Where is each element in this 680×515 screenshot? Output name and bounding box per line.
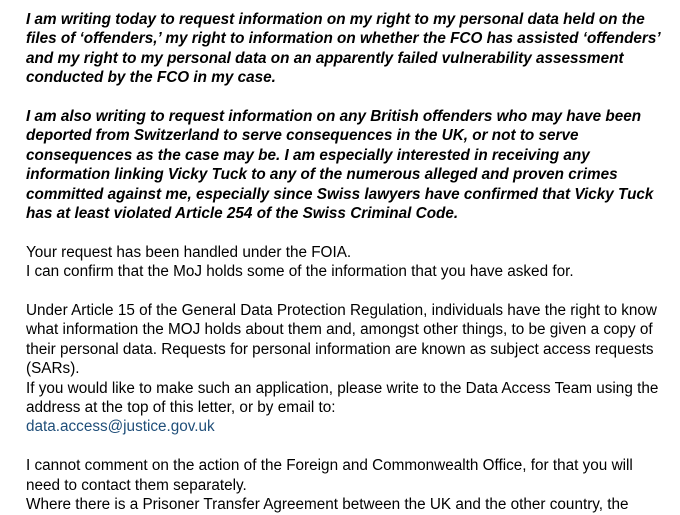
request-paragraph-1: I am writing today to request information on my right to my personal data held on the files of ‘offenders,’ my right to information on whether the FCO has assisted ‘offenders’ and my right to my personal data on an apparently failed vulnerability assessment conducted by the FCO in my case. <box>26 11 661 87</box>
spacer <box>26 223 666 242</box>
letter-page <box>26 10 666 515</box>
spacer <box>26 88 666 107</box>
email-link[interactable]: data.access@justice.gov.uk <box>26 418 215 436</box>
email-line <box>26 417 666 436</box>
handled-statement: Your request has been handled under the FOIA. <box>26 243 352 261</box>
quoted-request <box>26 10 666 223</box>
confirm-statement: I can confirm that the MoJ holds some of the information that you have asked for. <box>26 263 574 281</box>
application-paragraph: If you would like to make such an application, please write to the Data Access Team using the address at the top of this letter, or by email to: <box>26 379 659 417</box>
request-paragraph-2: I am also writing to request information on any British offenders who may have been deported from Switzerland to serve consequences in the UK, or not to serve consequences as the case may be. I am especially interested in receiving any information linking Vicky Tuck to any of the numerous alleged and proven crimes committed against me, especially since Swiss lawyers have confirmed that Vicky Tuck has at least violated Article 254 of the Swiss Criminal Code. <box>26 108 654 223</box>
spacer <box>26 437 666 456</box>
gdpr-paragraph: Under Article 15 of the General Data Protection Regulation, individuals have the right to know what information the MOJ holds about them and, amongst other things, to be given a copy of their personal data. Requests for personal information are known as subject access requests (SARs). <box>26 302 657 378</box>
spacer <box>26 282 666 301</box>
fco-paragraph: I cannot comment on the action of the Foreign and Commonwealth Office, for that you will need to contact them separately. <box>26 457 633 494</box>
cutoff-line: Where there is a Prisoner Transfer Agreement between the UK and the other country, the <box>26 496 629 514</box>
